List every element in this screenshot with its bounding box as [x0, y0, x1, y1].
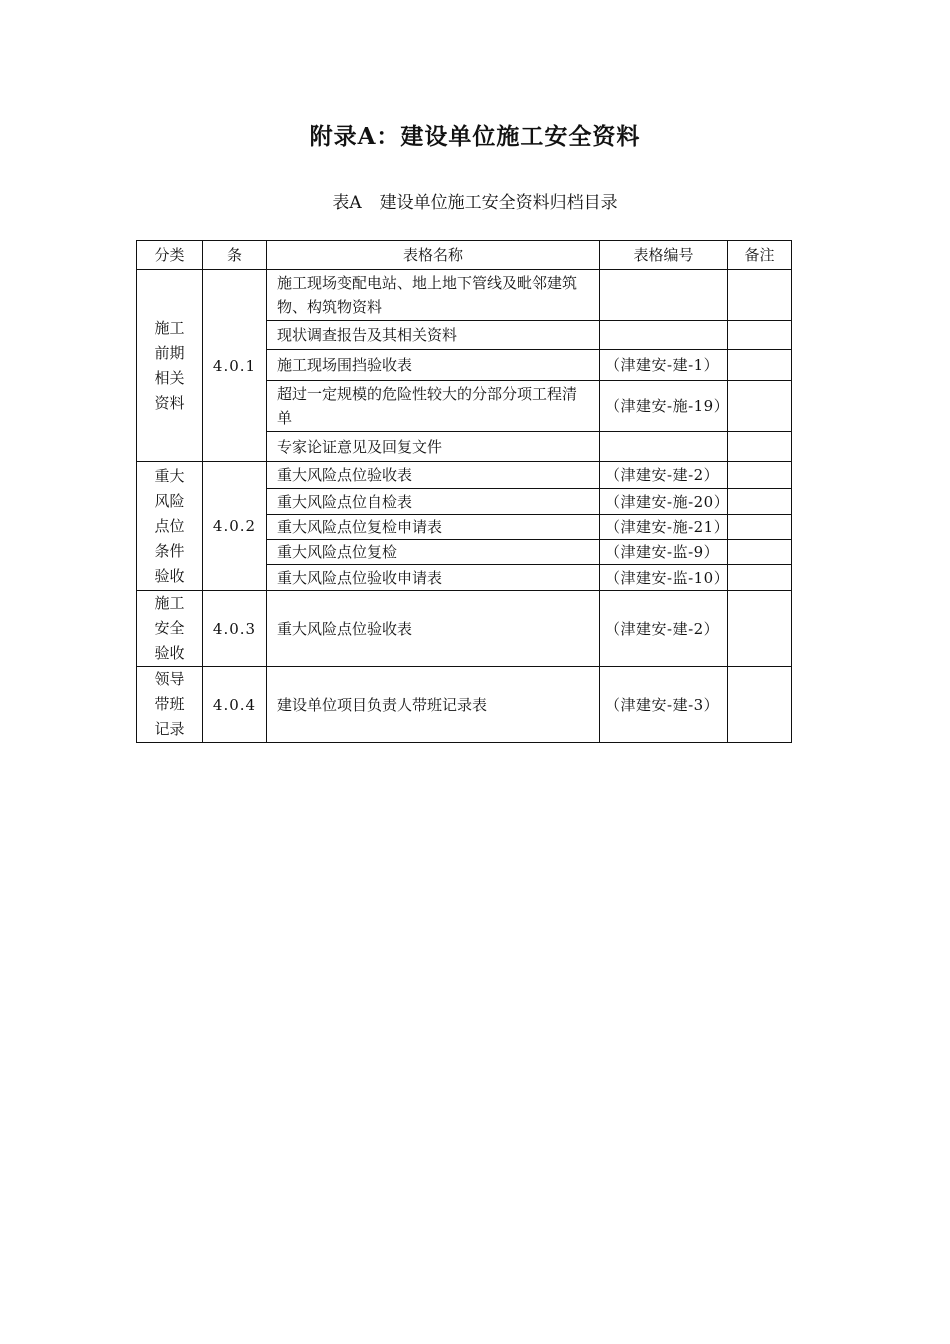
note-cell [728, 350, 792, 381]
note-cell [728, 591, 792, 667]
clause-cell: 4.0.4 [203, 667, 267, 743]
table-caption-prefix: 表A [332, 193, 362, 213]
form-code-cell [600, 270, 728, 321]
archive-catalog-table [136, 240, 792, 743]
form-name-cell: 重大风险点位验收表 [267, 462, 600, 489]
form-code-cell: （津建安-建-3） [600, 667, 728, 743]
category-label: 施工前期相关资料 [154, 318, 185, 412]
note-cell [728, 565, 792, 591]
clause-cell: 4.0.2 [203, 462, 267, 591]
form-code-cell: （津建安-建-2） [600, 462, 728, 489]
form-name-cell: 重大风险点位自检表 [267, 489, 600, 515]
table-row [137, 591, 792, 667]
category-cell [137, 270, 203, 462]
note-cell [728, 667, 792, 743]
note-cell [728, 489, 792, 515]
form-code-cell: （津建安-建-2） [600, 591, 728, 667]
form-code-cell: （津建安-施-21） [600, 515, 728, 540]
form-code-cell: （津建安-监-9） [600, 540, 728, 565]
category-cell [137, 591, 203, 667]
form-name-cell: 专家论证意见及回复文件 [267, 432, 600, 462]
form-code-cell: （津建安-建-1） [600, 350, 728, 381]
category-label: 重大风险点位条件验收 [154, 466, 185, 585]
form-name-cell: 重大风险点位验收表 [267, 591, 600, 667]
page-title: 附录A：建设单位施工安全资料 [309, 123, 641, 150]
header-category: 分类 [137, 241, 203, 270]
clause-cell: 4.0.1 [203, 270, 267, 462]
table-row [137, 667, 792, 743]
category-label: 领导带班记录 [154, 670, 185, 738]
table-row [137, 462, 792, 489]
form-code-cell: （津建安-监-10） [600, 565, 728, 591]
form-name-cell: 超过一定规模的危险性较大的分部分项工程清单 [267, 381, 600, 432]
note-cell [728, 321, 792, 350]
form-name-cell: 施工现场变配电站、地上地下管线及毗邻建筑物、构筑物资料 [267, 270, 600, 321]
header-note: 备注 [728, 241, 792, 270]
table-caption-text: 建设单位施工安全资料归档目录 [379, 193, 618, 213]
header-code: 表格编号 [600, 241, 728, 270]
form-code-cell: （津建安-施-19） [600, 381, 728, 432]
header-name: 表格名称 [267, 241, 600, 270]
form-name-cell: 重大风险点位复检申请表 [267, 515, 600, 540]
header-clause: 条 [203, 241, 267, 270]
form-name-cell: 建设单位项目负责人带班记录表 [267, 667, 600, 743]
table-header-row [137, 241, 792, 270]
clause-cell: 4.0.3 [203, 591, 267, 667]
note-cell [728, 432, 792, 462]
form-name-cell: 重大风险点位验收申请表 [267, 565, 600, 591]
note-cell [728, 381, 792, 432]
form-code-cell [600, 321, 728, 350]
table-row [137, 270, 792, 321]
note-cell [728, 540, 792, 565]
form-code-cell [600, 432, 728, 462]
table-caption [0, 188, 950, 213]
form-name-cell: 重大风险点位复检 [267, 540, 600, 565]
form-name-cell: 现状调查报告及其相关资料 [267, 321, 600, 350]
category-label: 施工安全验收 [154, 594, 185, 662]
note-cell [728, 462, 792, 489]
form-code-cell: （津建安-施-20） [600, 489, 728, 515]
form-name-cell: 施工现场围挡验收表 [267, 350, 600, 381]
note-cell [728, 515, 792, 540]
category-cell [137, 462, 203, 591]
note-cell [728, 270, 792, 321]
category-cell [137, 667, 203, 743]
